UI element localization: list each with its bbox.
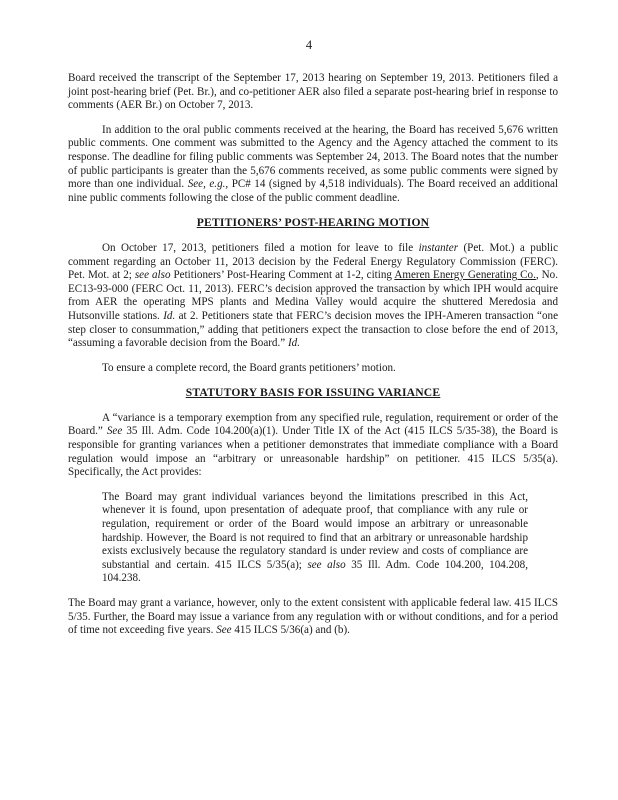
- paragraph-variance-definition: A “variance is a temporary exemption from any specified rule, regulation, requirement or order of the Board.” See 35 Ill. Adm. Code 104.200(a)(1). Under Title IX of the Act (415 ILCS 5/35-38), the Board is responsible for granting variances when a petitioner demonstrates that immediate compliance with a Board regulation would impose an “arbitrary or unreasonable hardship” on petitioner. 415 ILCS 5/35(a). Specifically, the Act provides:: [68, 411, 558, 479]
- statute-quote: The Board may grant individual variances beyond the limitations prescribed in this Act, whenever it is found, upon presentation of adequate proof, that compliance with any rule or regulation, requirement or order of the Board would impose an arbitrary or unreasonable hardship. However, the Board is not required to find that an arbitrary or unreasonable hardship exists exclusively because the regulatory standard is under review and costs of compliance are substantial and certain. 415 ILCS 5/35(a); see also 35 Ill. Adm. Code 104.200, 104.208, 104.238.: [102, 490, 529, 585]
- paragraph-grant-motion: To ensure a complete record, the Board grants petitioners’ motion.: [102, 361, 396, 374]
- heading-post-hearing-motion: PETITIONERS’ POST-HEARING MOTION: [196, 216, 430, 230]
- paragraph-federal-law: The Board may grant a variance, however, only to the extent consistent with applicable federal law. 415 ILCS 5/35. Further, the Board may issue a variance from any regulation with or without conditions, and for a period of time not exceeding five years. See 415 ILCS 5/36(a) and (b).: [68, 597, 558, 637]
- page-number: 4: [305, 38, 313, 52]
- heading-statutory-basis: STATUTORY BASIS FOR ISSUING VARIANCE: [185, 386, 441, 400]
- paragraph-transcript: Board received the transcript of the September 17, 2013 hearing on September 19, 2013. Petitioners filed a joint post-hearing brief (Pet. Br.), and co-petitioner AER also filed a separate post-hearing brief in response to comments (AER Br.) on October 7, 2013.: [68, 72, 558, 112]
- document-body: [68, 72, 558, 649]
- paragraph-public-comments: In addition to the oral public comments received at the hearing, the Board has received 5,676 written public comments. One comment was submitted to the Agency and the Agency attached the comment to its response. The deadline for filing public comments was September 24, 2013. The Board notes that the number of public participants is greater than the 5,676 comments received, as some public comments were signed by more than one individual. See, e.g., PC# 14 (signed by 4,518 individuals). The Board received an additional nine public comments following the close of the public comment deadline.: [68, 123, 558, 204]
- paragraph-motion: On October 17, 2013, petitioners filed a motion for leave to file instanter (Pet. Mot.) a public comment regarding an October 11, 2013 decision by the Federal Energy Regulatory Commission (FERC). Pet. Mot. at 2; see also Petitioners’ Post-Hearing Comment at 1-2, citing Ameren Energy Generating Co., No. EC13-93-000 (FERC Oct. 11, 2013). FERC’s decision approved the transaction by which IPH would acquire from AER the operating MPS plants and Medina Valley would acquire the shuttered Meredosia and Hutsonville stations. Id. at 2. Petitioners state that FERC’s decision moves the IPH-Ameren transaction “one step closer to consummation,” adding that petitioners expect the transaction to close before the end of 2013, “assuming a favorable decision from the Board.” Id.: [68, 241, 559, 350]
